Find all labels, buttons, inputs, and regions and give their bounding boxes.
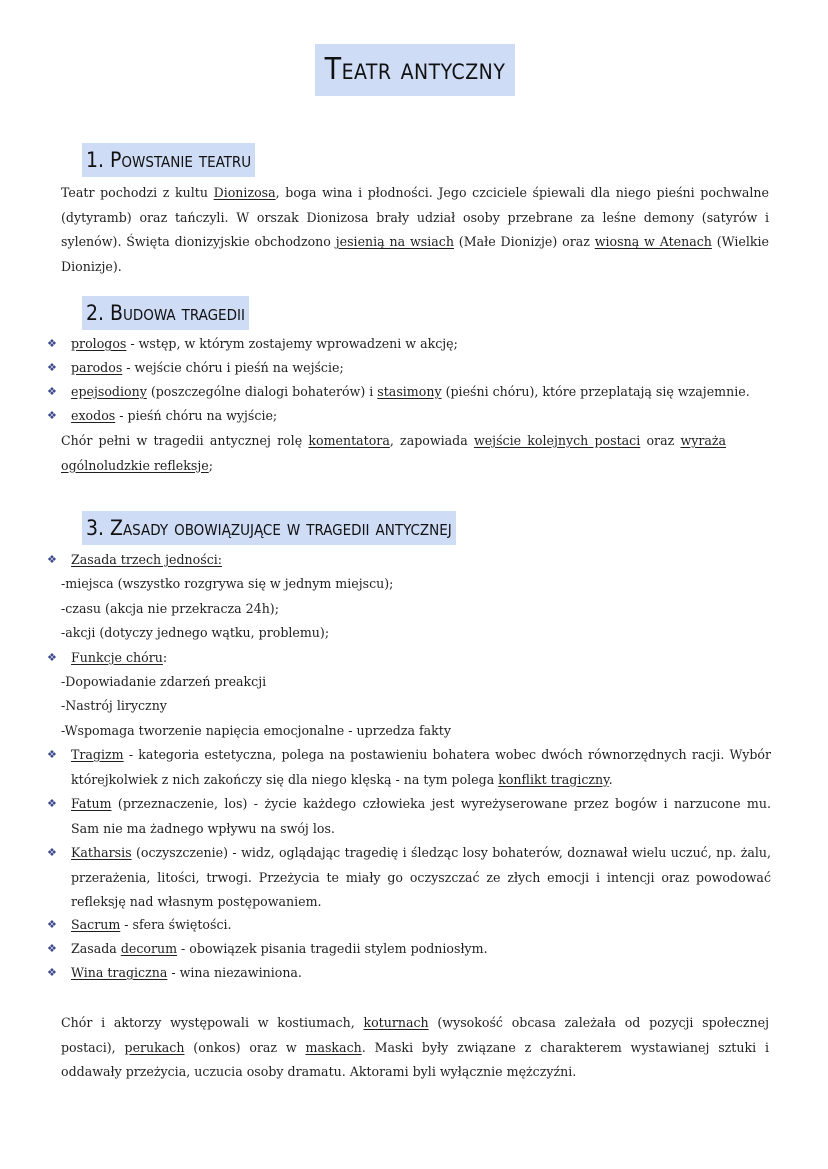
list-item: Sacrum - sfera świętości. — [71, 917, 232, 932]
bullet-icon: ❖ — [47, 966, 57, 979]
bullet-icon: ❖ — [47, 942, 57, 955]
section-heading-zasady: 3. Zasady obowiązujące w tragedii antycznej — [82, 511, 456, 545]
list-item: Katharsis (oczyszczenie) - widz, oglądając tragedię i śledząc losy bohaterów, doznawał wielu uczuć, np. żalu, przerażenia, litości, trwogi. Przeżycia te miały go oczyszczać ze złych emocji i intencji oraz powodować refleksję nad własnym postępowaniem. — [71, 845, 771, 909]
bullet-icon: ❖ — [47, 651, 57, 664]
list-item: epejsodiony (poszczególne dialogi bohaterów) i stasimony (pieśni chóru), które przeplatają się wzajemnie. — [71, 384, 750, 399]
bullet-icon: ❖ — [47, 385, 57, 398]
list-item: Zasada decorum - obowiązek pisania tragedii stylem podniosłym. — [71, 941, 488, 956]
list-item: Wina tragiczna - wina niezawiniona. — [71, 965, 302, 980]
section-heading-budowa: 2. Budowa tragedii — [82, 296, 249, 330]
list-item: Fatum (przeznaczenie, los) - życie każdego człowieka jest wyreżyserowane przez bogów i narzucone mu. Sam nie ma żadnego wpływu na swój los. — [71, 796, 771, 836]
list-subitem: -Wspomaga tworzenie napięcia emocjonalne - uprzedza fakty — [61, 723, 451, 738]
list-subitem: -Dopowiadanie zdarzeń preakcji — [61, 674, 267, 689]
bullet-icon: ❖ — [47, 361, 57, 374]
bullet-icon: ❖ — [47, 918, 57, 931]
bullet-icon: ❖ — [47, 553, 57, 566]
bullet-icon: ❖ — [47, 846, 57, 859]
list-item: Zasada trzech jedności: — [71, 552, 223, 567]
section-heading-powstanie: 1. Powstanie teatru — [82, 143, 255, 177]
bullet-icon: ❖ — [47, 337, 57, 350]
list-item: Funkcje chóru: — [71, 650, 168, 665]
paragraph-powstanie: Teatr pochodzi z kultu Dionizosa, boga wina i płodności. Jego czciciele śpiewali dla niego pieśni pochwalne (dytyramb) oraz tańczyli. W orszak Dionizosa brały udział osoby przebrane za leśne demony (satyrów i sylenów). Święta dionizyjskie obchodzono jesienią na wsiach (Małe Dionizje) oraz wiosną w Atenach (Wielkie Dionizje). — [61, 185, 769, 274]
list-subitem: -czasu (akcja nie przekracza 24h); — [61, 601, 279, 616]
list-subitem: -Nastrój liryczny — [61, 698, 167, 713]
list-item: parodos - wejście chóru i pieśń na wejście; — [71, 360, 344, 375]
bullet-icon: ❖ — [47, 409, 57, 422]
paragraph-chor: Chór pełni w tragedii antycznej rolę komentatora, zapowiada wejście kolejnych postaci oraz wyraża ogólnoludzkie refleksje; — [61, 433, 727, 473]
list-subitem: -miejsca (wszystko rozgrywa się w jednym miejscu); — [61, 576, 394, 591]
bullet-icon: ❖ — [47, 797, 57, 810]
list-item: Tragizm - kategoria estetyczna, polega na postawieniu bohatera wobec dwóch równorzędnych racji. Wybór którejkolwiek z nich zakończy się dla niego klęską - na tym polega konflikt tragiczny. — [71, 747, 771, 787]
paragraph-kostiumy: Chór i aktorzy występowali w kostiumach, koturnach (wysokość obcasa zależała od pozycji społecznej postaci), perukach (onkos) oraz w maskach. Maski były związane z charakterem wystawianej sztuki i oddawały przeżycia, uczucia osoby dramatu. Aktorami byli wyłącznie mężczyźni. — [61, 1015, 769, 1079]
bullet-icon: ❖ — [47, 748, 57, 761]
list-item: exodos - pieśń chóru na wyjście; — [71, 408, 278, 423]
page-title: Teatr antyczny — [315, 44, 515, 96]
list-subitem: -akcji (dotyczy jednego wątku, problemu); — [61, 625, 330, 640]
list-item: prologos - wstęp, w którym zostajemy wprowadzeni w akcję; — [71, 336, 458, 351]
